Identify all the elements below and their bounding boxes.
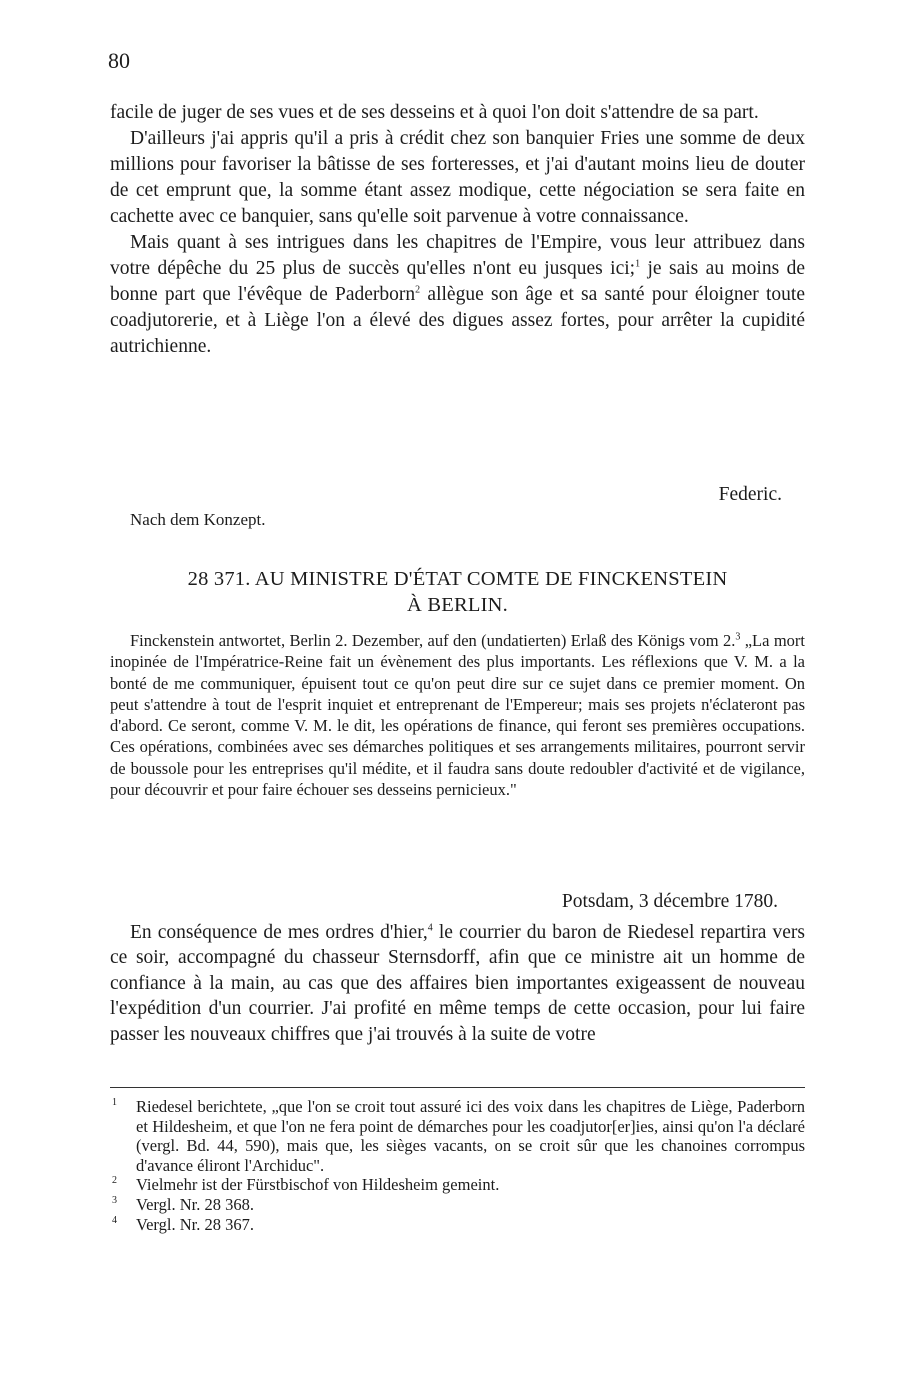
paragraph-text: Mais quant à ses intrigues dans les chapitres de l'Empire, vous leur attribuez dans votre dépêche du 25 plus de succès qu'elles n'ont eu jusques ici;	[110, 232, 805, 279]
footnote-mark: 2	[112, 1175, 117, 1187]
heading-line: 28 371. AU MINISTRE D'ÉTAT COMTE DE FINCKENSTEIN	[187, 568, 728, 590]
dateline: Potsdam, 3 décembre 1780.	[561, 891, 778, 912]
summary-paragraph	[110, 630, 805, 800]
footnote-ref[interactable]: 3	[735, 631, 741, 643]
summary-text: Finckenstein antwortet, Berlin 2. Dezember, auf den (undatierten) Erlaß des Königs vom 2.	[130, 631, 736, 650]
footnote-ref[interactable]: 2	[415, 284, 421, 296]
footnote-text: Vielmehr ist der Fürstbischof von Hildesheim gemeint.	[136, 1175, 500, 1195]
paragraph: facile de juger de ses vues et de ses desseins et à quoi l'on doit s'attendre de sa part.	[110, 102, 759, 123]
letter-text: En conséquence de mes ordres d'hier,	[130, 922, 428, 943]
footnote	[110, 1215, 805, 1235]
letter-paragraph	[110, 920, 805, 1047]
footnote	[110, 1097, 805, 1175]
footnote-ref[interactable]: 4	[427, 922, 433, 934]
paragraph	[110, 230, 805, 360]
letter-body	[110, 920, 805, 1047]
footnote-mark: 4	[112, 1214, 117, 1226]
footnotes	[110, 1097, 805, 1234]
footnote-text: Riedesel berichtete, „que l'on se croit tout assuré ici des voix dans les chapitres de Liège, Paderborn et Hildesheim, et que l'on ne fera point de démarches pour les coadjutor[er]ies, ainsi qu'on l'a déclaré (vergl. Bd. 44, 590), mais que, les sièges vacants, on se croit sûr que les chanoines corrompus d'avance éliront l'Archiduc".	[136, 1097, 805, 1175]
page-number: 80	[108, 48, 130, 73]
footnote	[110, 1175, 805, 1195]
paragraph-text: allègue son âge et sa santé pour éloigner toute coadjutorerie, et à Liège l'on a élevé des digues assez fortes, pour arrêter la cupidité autrichienne.	[110, 284, 805, 357]
footnote	[110, 1195, 805, 1215]
footnote-text: Vergl. Nr. 28 367.	[136, 1214, 254, 1234]
letter-text: le courrier du baron de Riedesel repartira vers ce soir, accompagné du chasseur Sternsdorff, afin que ce ministre ait un homme de confiance à la main, au cas que des affaires bien importantes exigeassent de nouveau l'expédition d'un courrier. J'ai profité en même temps de cette occasion, pour lui faire passer les nouveaux chiffres que j'ai trouvés à la suite de votre	[110, 922, 806, 1045]
document-heading	[110, 566, 805, 618]
footnote-text: Vergl. Nr. 28 368.	[136, 1194, 254, 1214]
signature: Federic.	[718, 484, 782, 505]
summary-block	[110, 630, 805, 800]
footnote-mark: 1	[112, 1097, 117, 1108]
summary-text: „La mort inopinée de l'Impératrice-Reine fait un évènement des plus importants. Les réflexions que V. M. a la bonté de me communiquer, épuisent tout ce qu'on peut dire sur ce sujet dans ce premier moment. On peut s'attendre à tout de l'esprit inquiet et entreprenant de l'Empereur; mais ses projets n'éclateront pas d'abord. Ce seront, comme V. M. le dit, les opérations de finance, qui feront ses premières occupations. Ces opérations, combinées avec ses démarches politiques et ses arrangements militaires, pourront servir de boussole pour les entreprises qu'il médite, et il faudra sans doute redoubler d'activité et de vigilance, pour découvrir et pour faire échouer ses desseins pernicieux."	[110, 631, 806, 800]
source-note: Nach dem Konzept.	[130, 510, 266, 529]
heading-line: À BERLIN.	[407, 594, 508, 616]
main-body-text	[110, 100, 805, 360]
paragraph: D'ailleurs j'ai appris qu'il a pris à crédit chez son banquier Fries une somme de deux millions pour favoriser la bâtisse de ses forteresses, et j'ai d'autant moins lieu de douter de cet emprunt que, la somme étant assez modique, cette négociation se sera faite en cachette avec ce banquier, sans qu'elle soit parvenue à votre connaissance.	[110, 128, 805, 227]
footnote-mark: 3	[112, 1194, 117, 1206]
footnote-ref[interactable]: 1	[635, 258, 641, 270]
footnote-divider	[110, 1087, 805, 1088]
paragraph-text: je sais au moins de bonne part que l'évêque de Paderborn	[110, 258, 805, 305]
